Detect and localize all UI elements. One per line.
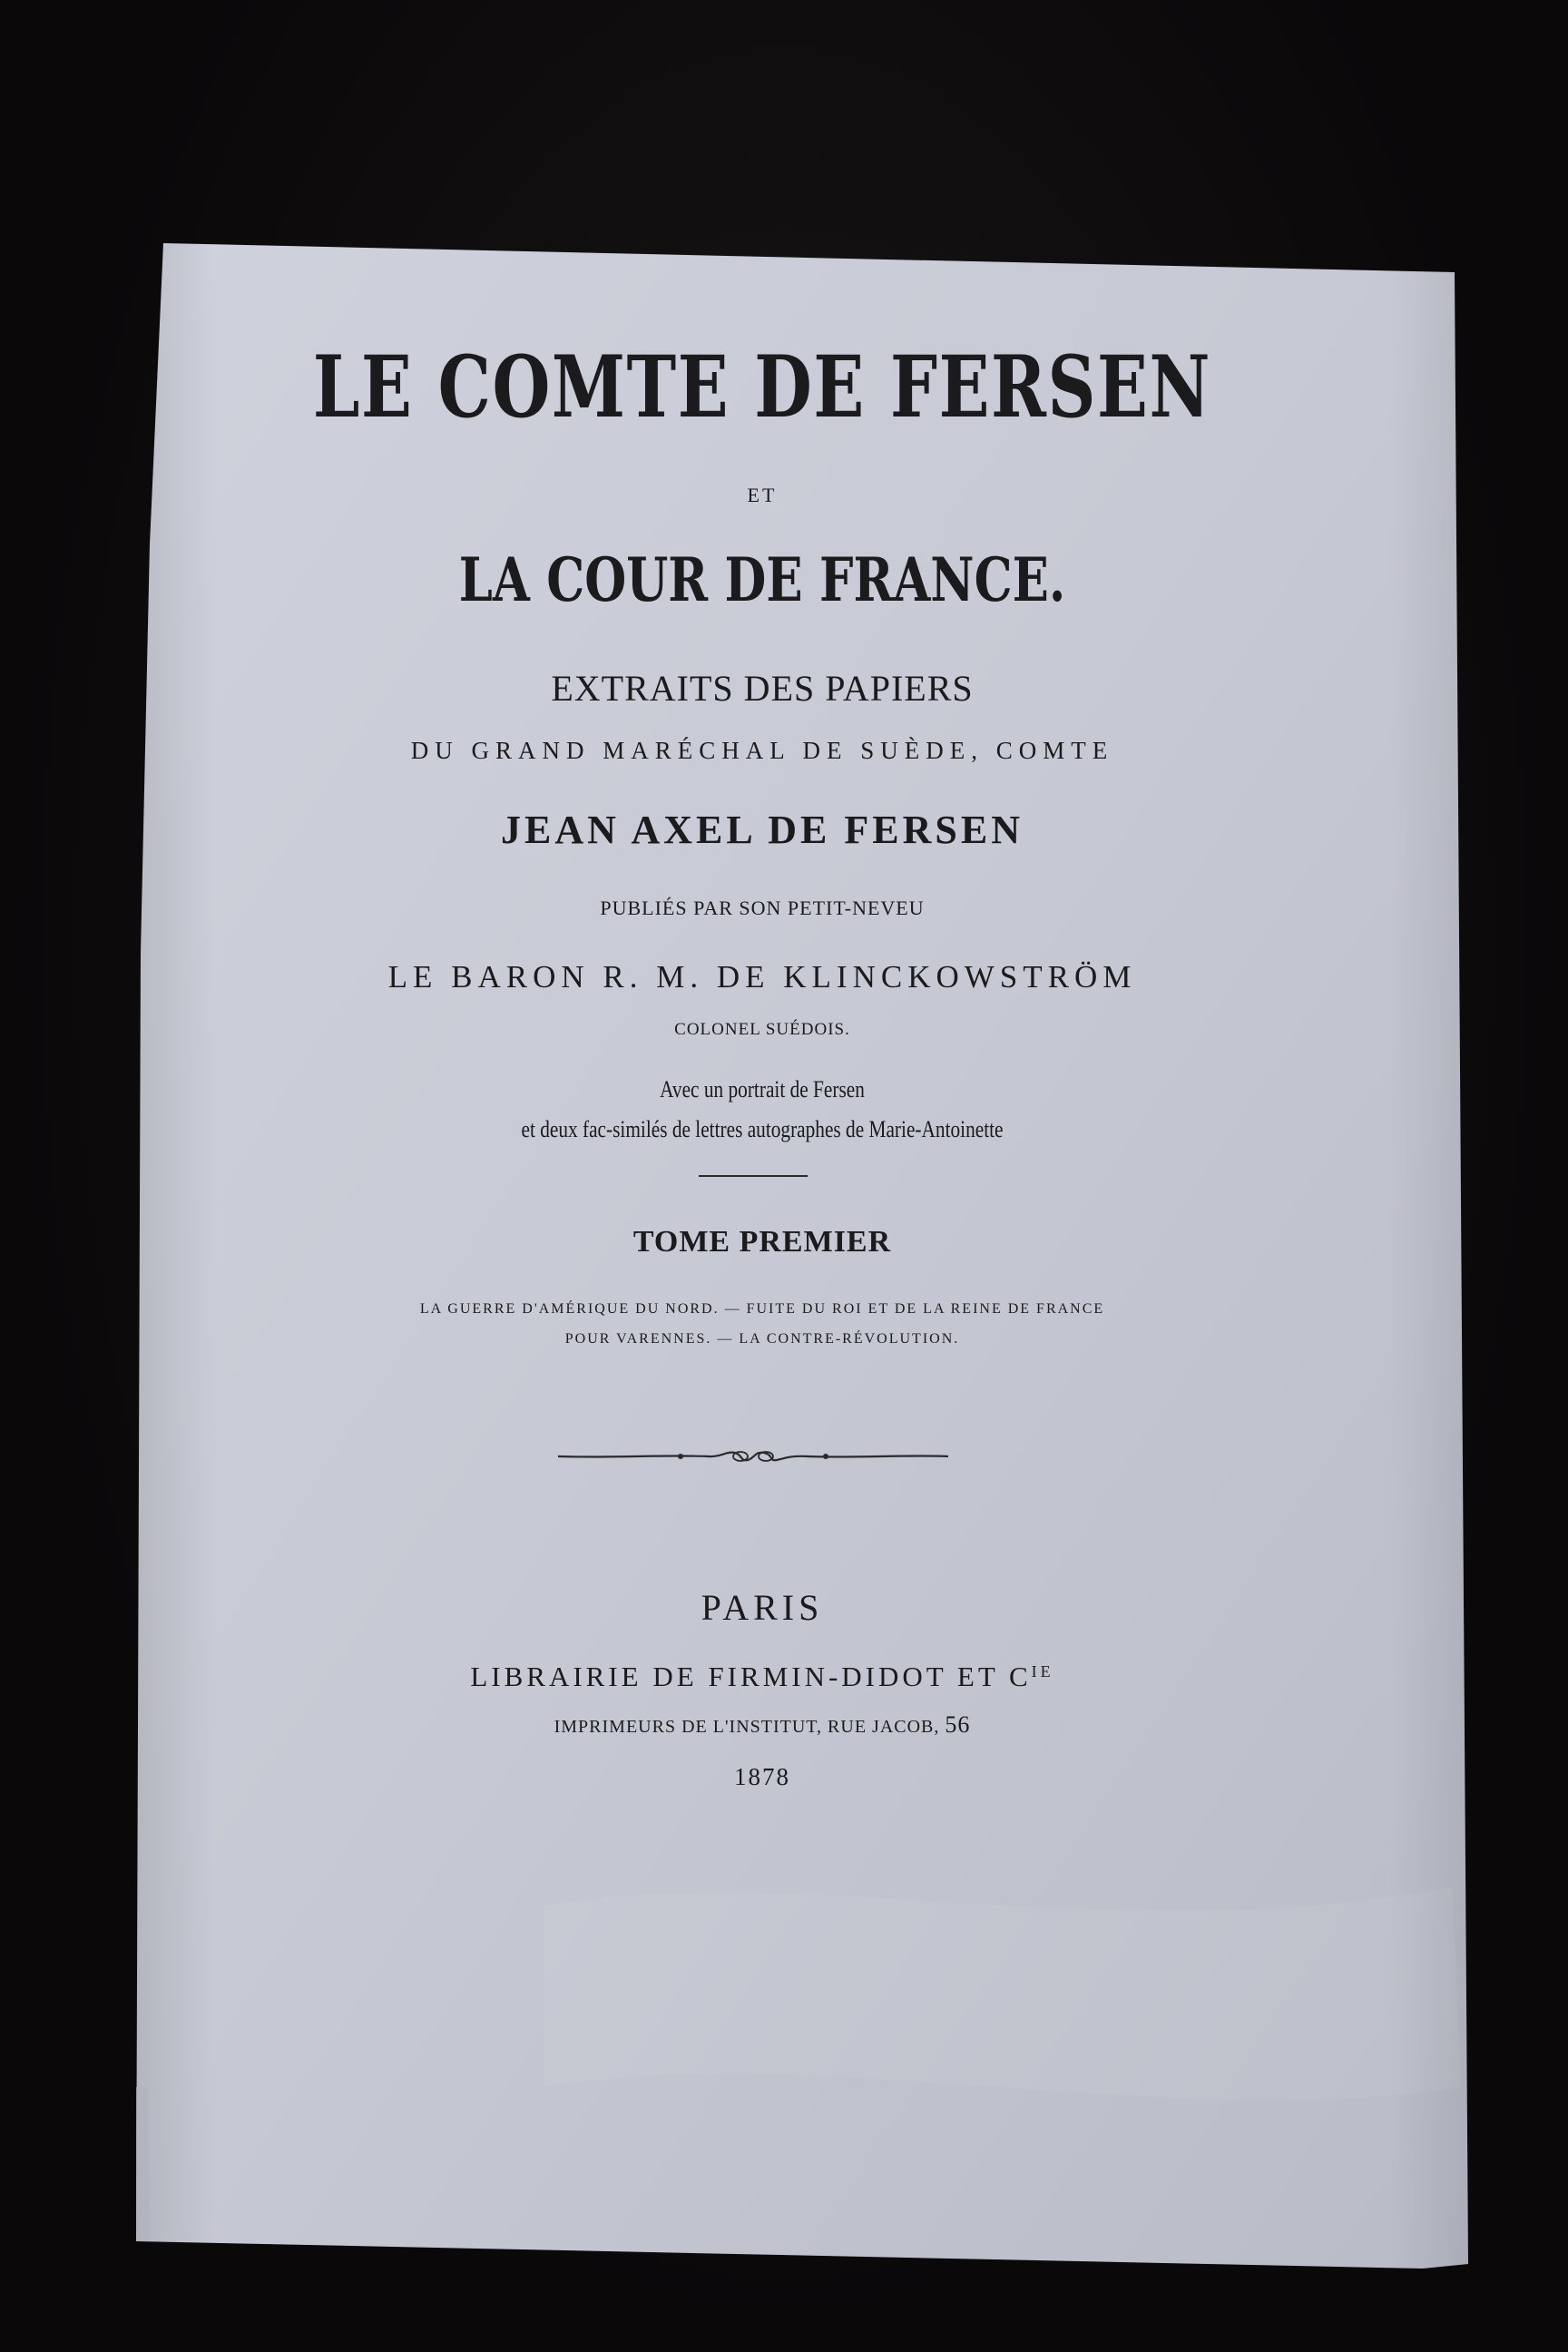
printer-line xyxy=(145,1711,1379,1739)
publies-line: PUBLIÉS PAR SON PETIT-NEVEU xyxy=(600,897,925,919)
illustrations-line-1: Avec un portrait de Fersen xyxy=(660,1076,865,1102)
title-page xyxy=(145,0,1379,2352)
book-title: LE COMTE DE FERSEN xyxy=(312,338,1212,437)
editor-title: COLONEL SUÉDOIS. xyxy=(674,1020,850,1039)
book-subtitle: LA COUR DE FRANCE. xyxy=(458,544,1066,615)
scroll-flourish-ornament-icon xyxy=(554,1438,953,1475)
illustrations-line-2: et deux fac-similés de lettres autographes de Marie-Antoinette xyxy=(521,1116,1004,1142)
printer-name: IMPRIMEURS DE L'INSTITUT, RUE JACOB, xyxy=(554,1717,940,1737)
grand-marechal-line: DU GRAND MARÉCHAL DE SUÈDE, COMTE xyxy=(410,737,1114,764)
volume-label: TOME PREMIER xyxy=(632,1225,892,1259)
author-name: JEAN AXEL DE FERSEN xyxy=(500,808,1024,852)
printer-street-number: 56 xyxy=(945,1711,971,1738)
editor-name: LE BARON R. M. DE KLINCKOWSTRÖM xyxy=(387,959,1137,995)
publisher-superscript: IE xyxy=(1031,1662,1054,1681)
contents-line-2: POUR VARENNES. — LA CONTRE-RÉVOLUTION. xyxy=(564,1331,960,1347)
contents-line-1: LA GUERRE D'AMÉRIQUE DU NORD. — FUITE DU ROI ET DE LA REINE DE FRANCE xyxy=(419,1301,1105,1317)
publisher-line xyxy=(145,1661,1379,1693)
publication-city: PARIS xyxy=(701,1587,824,1628)
publication-year: 1878 xyxy=(734,1763,790,1790)
extraits-heading: EXTRAITS DES PAPIERS xyxy=(551,668,974,709)
divider-rule xyxy=(699,1175,808,1177)
title-conjunction: ET xyxy=(747,484,778,506)
publisher-name: LIBRAIRIE DE FIRMIN-DIDOT ET C xyxy=(470,1661,1032,1692)
